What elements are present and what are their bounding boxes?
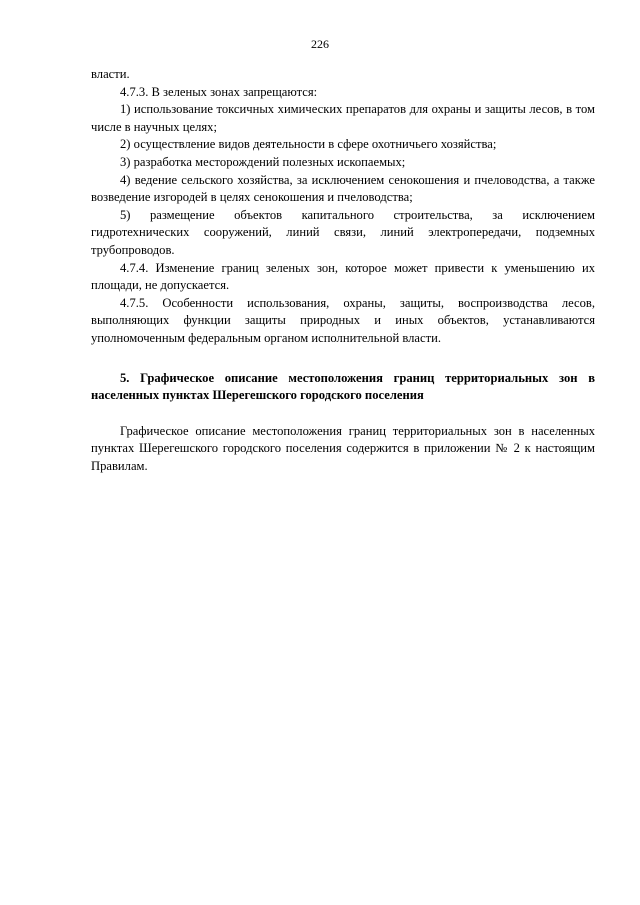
clause-4-7-3: 4.7.3. В зеленых зонах запрещаются: [120, 84, 318, 99]
section-5-heading: 5. Графическое описание местоположения границ территориальных зон в населенных пунктах Шерегешского городского поселения [91, 370, 595, 403]
page-number: 226 [311, 37, 329, 51]
list-item-2: 2) осуществление видов деятельности в сфере охотничьего хозяйства; [120, 137, 497, 152]
list-item-5: 5) размещение объектов капитального строительства, за исключением гидротехнических сооружений, линий связи, линий электропередачи, подземных трубопроводов. [91, 207, 595, 257]
paragraph-continuation: власти. [91, 67, 130, 81]
clause-4-7-5: 4.7.5. Особенности использования, охраны, защиты, воспроизводства лесов, выполняющих функции защиты природных и иных объектов, устанавливаются уполномоченным федеральным органом исполнительной власти. [91, 295, 595, 345]
list-item-1: 1) использование токсичных химических препаратов для охраны и защиты лесов, в том числе в научных целях; [91, 102, 595, 134]
document-body [91, 66, 595, 475]
list-item-3: 3) разработка месторождений полезных ископаемых; [120, 154, 406, 169]
list-item-4: 4) ведение сельского хозяйства, за исключением сенокошения и пчеловодства, а также возведение изгородей в целях сенокошения и пчеловодства; [91, 172, 595, 205]
clause-4-7-4: 4.7.4. Изменение границ зеленых зон, которое может привести к уменьшению их площади, не допускается. [91, 260, 595, 293]
section-5-body: Графическое описание местоположения границ территориальных зон в населенных пунктах Шерегешского городского поселения содержится в приложении № 2 к настоящим Правилам. [91, 423, 595, 473]
